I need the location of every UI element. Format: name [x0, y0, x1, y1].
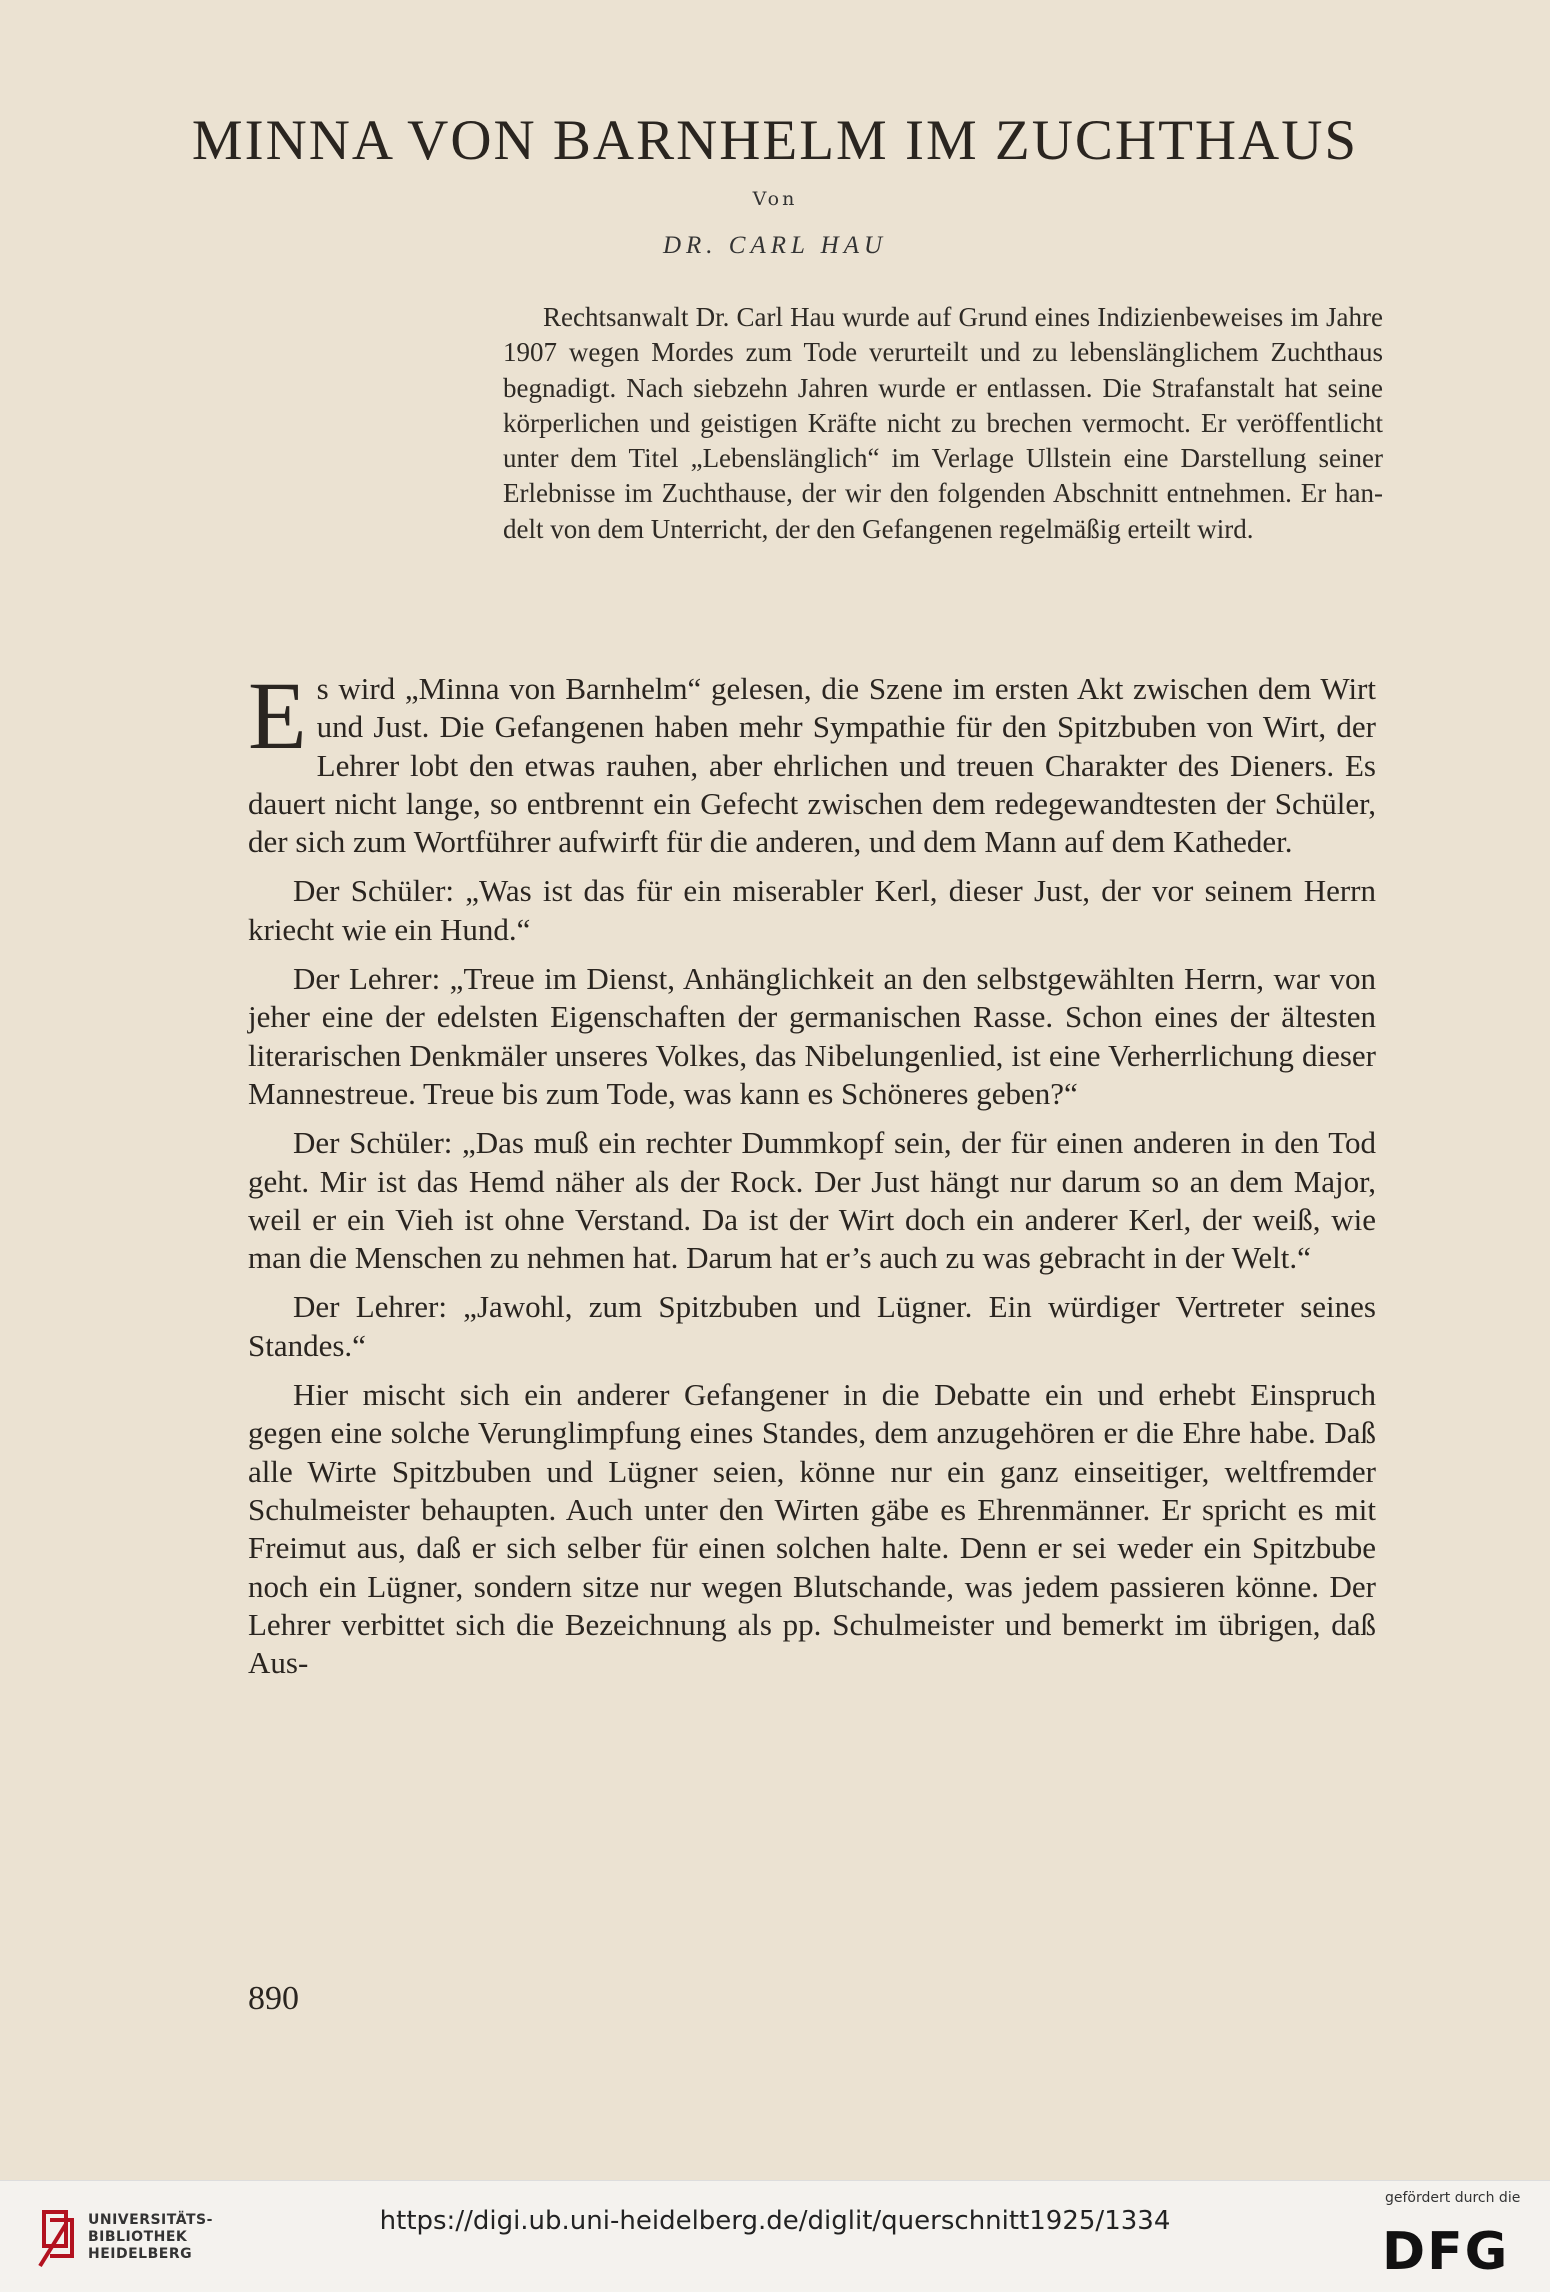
body-paragraph: Der Schüler: „Was ist das für ein miserabler Kerl, dieser Just, der vor seinem Herrn kriecht wie ein Hund.“: [248, 873, 1376, 947]
drop-cap: E: [248, 662, 307, 769]
body-paragraph: Der Schüler: „Das muß ein rechter Dummkopf sein, der für einen anderen in den Tod geht. Mir ist das Hemd näher als der Rock. Der Just hängt nur darum so an dem Major, weil er ein Vieh ist ohne Verstand. Da ist der Wirt doch ein anderer Kerl, der weiß, wie man die Menschen zu nehmen hat. Darum hat er’s auch zu was gebracht in der Welt.“: [248, 1125, 1376, 1276]
article-title: MINNA VON BARNHELM IM ZUCHTHAUS: [191, 109, 1359, 172]
intro-note: [503, 300, 1383, 547]
first-paragraph-text: s wird „Minna von Barnhelm“ gelesen, die Szene im ersten Akt zwischen dem Wirt und Just. Die Gefangenen haben mehr Sympathie für den Spitzbuben von Wirt, der Lehrer lobt den etwas rauhen, aber ehrlichen und treuen Charakter des Dieners. Es dauert nicht lange, so entbrennt ein Gefecht zwischen dem redegewandtesten der Schüler, der sich zum Wortführer aufwirft für die anderen, und dem Mann auf dem Katheder.: [248, 671, 1376, 860]
body-paragraph: Hier mischt sich ein anderer Gefangener in die Debatte ein und erhebt Einspruch gegen eine solche Verunglimpfung eines Standes, dem anzugehören er die Ehre habe. Daß alle Wirte Spitzbuben und Lügner seien, könne nur ein ganz einseitiger, weltfremder Schulmeister behaupten. Auch unter den Wirten gäbe es Ehrenmänner. Er spricht es mit Freimut aus, daß er sich selber für einen solchen halte. Denn er sei weder ein Spitzbube noch ein Lügner, sondern sitze nur wegen Blutschande, was jedem passieren könne. Der Lehrer verbittet sich die Bezeichnung als pp. Schulmeister und bemerkt im übrigen, daß Aus-: [248, 1377, 1376, 1681]
article-body: [248, 662, 1376, 1693]
byline-von: Von: [752, 188, 798, 210]
dfg-logo[interactable]: DFG: [1382, 2222, 1510, 2282]
body-paragraph: Der Lehrer: „Jawohl, zum Spitzbuben und Lügner. Ein würdiger Vertreter seines Standes.“: [248, 1289, 1376, 1363]
library-name-line: HEIDELBERG: [88, 2246, 193, 2262]
viewer-footer: [0, 2180, 1550, 2292]
library-name-line: UNIVERSITÄTS-: [88, 2212, 213, 2228]
body-paragraph: Der Lehrer: „Treue im Dienst, Anhänglichkeit an den selbstgewählten Herrn, war von jeher eine der edelsten Eigenschaften der germanischen Rasse. Schon eines der ältesten literarischen Denkmäler unseres Volkes, das Nibelungenlied, ist eine Verherrlichung dieser Mannestreue. Treue bis zum Tode, was kann es Schöneres geben?“: [248, 961, 1376, 1111]
author-name: DR. CARL HAU: [662, 232, 888, 259]
page-number: 890: [248, 1980, 299, 2017]
intro-paragraph: Rechtsanwalt Dr. Carl Hau wurde auf Grund eines Indizienbeweises im Jahre 1907 wegen Mordes zum Tode verurteilt und zu lebenslänglichem Zuchthaus begnadigt. Nach siebzehn Jahren wurde er entlassen. Die Strafanstalt hat seine körperlichen und geistigen Kräfte nicht zu brechen vermocht. Er veröffentlicht unter dem Titel „Lebenslänglich“ im Verlage Ullstein eine Darstellung seiner Erlebnisse im Zuchthause, der wir den folgenden Abschnitt entnehmen. Er handelt von dem Unterricht, der den Gefangenen regelmäßig erteilt wird.: [503, 302, 1383, 544]
body-paragraph: [248, 662, 1376, 861]
permalink-url[interactable]: https://digi.ub.uni-heidelberg.de/diglit/querschnitt1925/1334: [379, 2206, 1171, 2236]
funded-by-label: gefördert durch die: [1385, 2190, 1521, 2206]
library-name-line: BIBLIOTHEK: [88, 2229, 188, 2245]
